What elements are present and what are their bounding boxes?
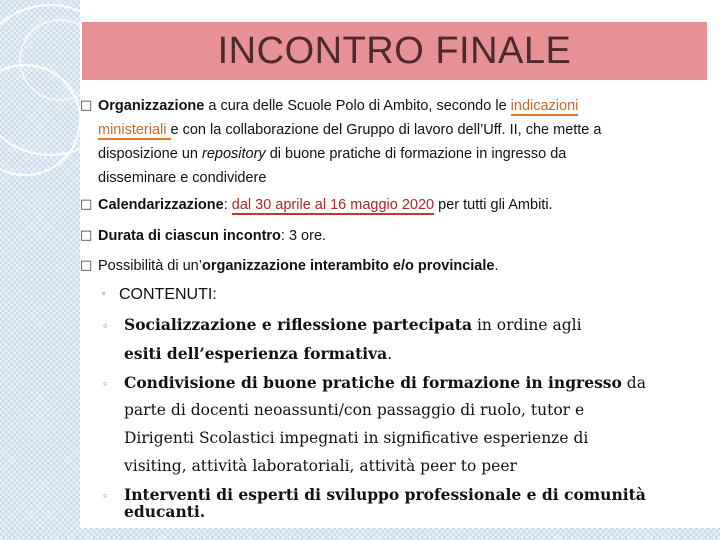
sub-item-text: . [387,345,393,363]
sub-item-line [124,339,392,369]
ring-bullet-icon: ◦ [102,288,106,300]
bullet-text: disposizione un [98,146,202,162]
bullet-bold: Organizzazione [98,98,205,114]
bullet-text: . [494,258,499,274]
sub-item-bold: Socializzazione e riflessione partecipata [124,315,473,334]
bullet-text: per tutti gli Ambiti. [434,197,553,213]
bullet-line [98,94,668,118]
bullet-text: : 3 ore. [280,228,327,244]
bullet-text: Possibilità di un’ [98,258,202,274]
bullet-italic: repository [202,146,266,162]
bullet-text: : [223,197,232,213]
date-range: dal 30 aprile al 16 maggio 2020 [231,197,435,213]
bullet-bold: Calendarizzazione [98,197,224,213]
sub-item-bold: educanti. [124,502,206,521]
bullet-line [98,254,668,278]
bullet-line [98,118,668,142]
bullet-text: e con la collaborazione del Gruppo di lavoro dell’Uff. II, che mette a [170,122,602,138]
bullet-text: disseminare e condividere [98,170,267,186]
sub-item-text: in ordine agli [472,316,582,334]
link-ministeriali[interactable]: ministeriali [98,122,171,138]
square-bullet-icon: □ [80,228,93,243]
bullet-line [98,142,668,166]
bullet-text: a cura delle Scuole Polo di Ambito, secondo le [204,98,511,114]
sub-item-line [124,310,582,340]
title-bar [82,22,707,80]
square-bullet-icon: □ [80,197,93,212]
link-indicazioni[interactable]: indicazioni [510,98,579,114]
sub-item-line: Dirigenti Scolastici impegnati in significative esperienze di [124,429,589,447]
sub-item-bold: Interventi di esperti di sviluppo professionale e di comunità [124,485,646,504]
contenuti-label: CONTENUTI: [119,286,217,303]
bullet-bold: Durata di ciascun incontro [98,228,281,244]
bullet-line [98,193,668,217]
ring-bullet-icon: ◦ [102,378,109,391]
ring-bullet-icon: ◦ [102,490,109,503]
sub-item-text: da [621,374,646,392]
square-bullet-icon: □ [80,98,93,113]
sub-item-bold: Condivisione di buone pratiche di formazione in ingresso [124,373,622,392]
decorative-pattern-bottom [0,528,720,540]
sub-item-line: parte di docenti neoassunti/con passaggio di ruolo, tutor e [124,401,585,419]
bullet-line [98,224,668,248]
sub-item-line [124,368,646,398]
bullet-line [98,166,668,190]
sub-item-bold: esiti dell’esperienza formativa [124,344,388,363]
bullet-bold: organizzazione interambito e/o provinciale [201,258,495,274]
bullet-text: di buone pratiche di formazione in ingresso da [265,146,567,162]
sub-item-line: visiting, attività laboratoriali, attività peer to peer [124,457,517,475]
sub-item-line [124,503,205,521]
page-title: INCONTRO FINALE [217,30,572,72]
square-bullet-icon: □ [80,258,93,273]
ring-bullet-icon: ◦ [102,320,109,333]
